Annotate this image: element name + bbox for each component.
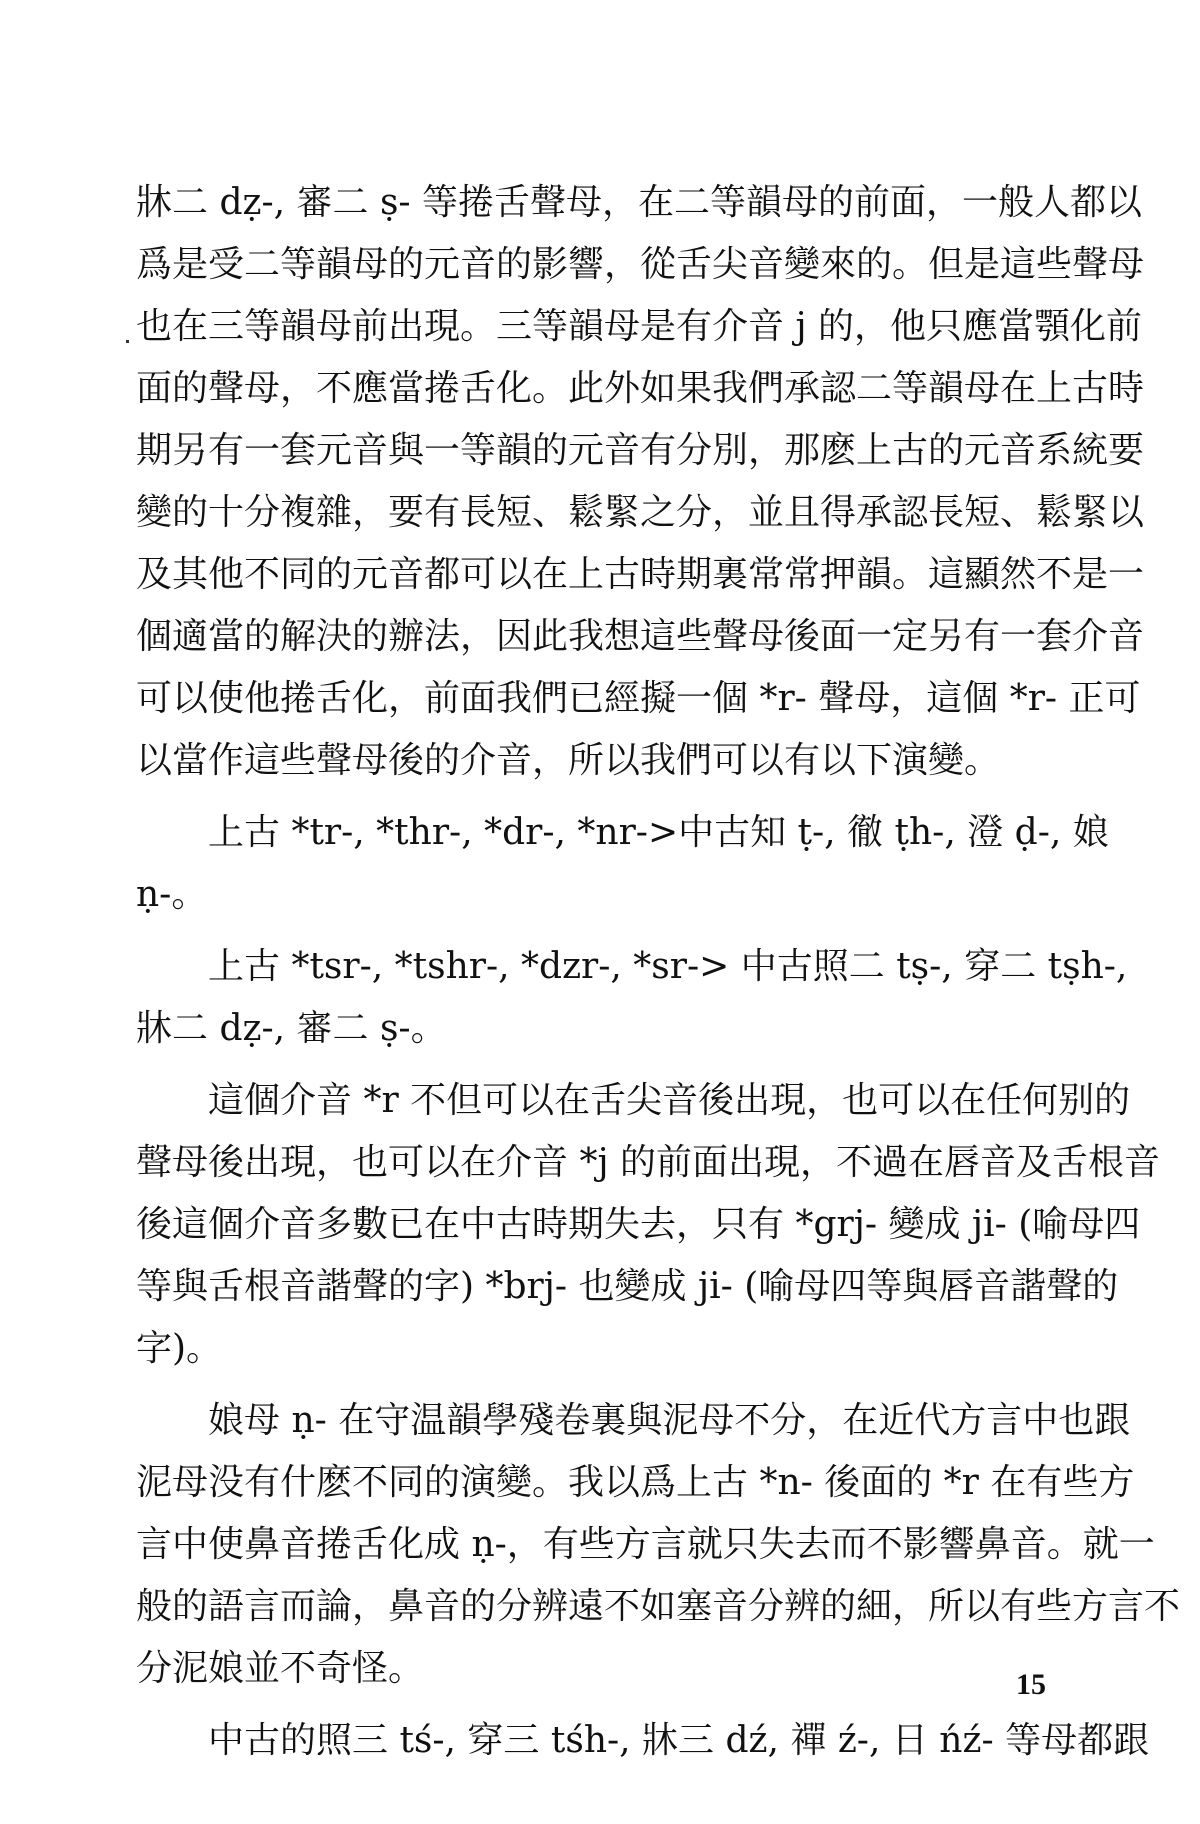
text-line: 上古 *tr-, *thr-, *dr-, *nr->中古知 ṭ-, 徹 ṭh-, 澄 ḍ-, 娘	[208, 812, 1109, 853]
text-line: 等與舌根音諧聲的字) *brj- 也變成 ji- (喻母四等與唇音諧聲的	[136, 1266, 1119, 1307]
text-line: 可以使他捲舌化，前面我們已經擬一個 *r- 聲母，這個 *r- 正可	[136, 678, 1141, 719]
text-line: 言中使鼻音捲舌化成 ṇ-，有些方言就只失去而不影響鼻音。就一	[136, 1524, 1155, 1565]
text-line: 後這個介音多數已在中古時期失去，只有 *grj- 變成 ji- (喻母四	[136, 1204, 1141, 1245]
text-line: 面的聲母，不應當捲舌化。此外如果我們承認二等韻母在上古時	[136, 368, 1145, 409]
text-line: 期另有一套元音與一等韻的元音有分別，那麽上古的元音系統要	[136, 430, 1145, 471]
text-line: 牀二 dẓ-, 審二 ṣ- 等捲舌聲母，在二等韻母的前面，一般人都以	[136, 182, 1143, 223]
text-line: 聲母後出現，也可以在介音 *j 的前面出現，不過在唇音及舌根音	[136, 1142, 1161, 1183]
text-line: 娘母 ṇ- 在守温韻學殘卷裏與泥母不分，在近代方言中也跟	[208, 1400, 1131, 1441]
text-line: ṇ-。	[136, 874, 208, 915]
text-line: 上古 *tsr-, *tshr-, *dzr-, *sr-> 中古照二 tṣ-, 穿二 tṣh-,	[208, 946, 1128, 987]
text-line: 般的語言而論，鼻音的分辨遠不如塞音分辨的細，所以有些方言不	[136, 1586, 1181, 1627]
text-line: 分泥娘並不奇怪。	[136, 1648, 425, 1689]
text-line: 牀二 dẓ-, 審二 ṣ-。	[136, 1008, 447, 1049]
page-number: 15	[1016, 1668, 1046, 1701]
body-text	[136, 172, 1181, 1772]
text-line: 以當作這些聲母後的介音，所以我們可以有以下演變。	[136, 740, 1001, 781]
text-line: 這個介音 *r 不但可以在舌尖音後出現，也可以在任何别的	[208, 1080, 1131, 1121]
text-line: 字)。	[136, 1328, 223, 1369]
text-line: 泥母没有什麽不同的演變。我以爲上古 *n- 後面的 *r 在有些方	[136, 1462, 1135, 1503]
text-line: 爲是受二等韻母的元音的影響，從舌尖音變來的。但是這些聲母	[136, 244, 1145, 285]
text-line: 中古的照三 tś-, 穿三 tśh-, 牀三 dź, 禪 ź-, 日 ńź- 等母都跟	[208, 1720, 1150, 1761]
text-line: 變的十分複雜，要有長短、鬆緊之分，並且得承認長短、鬆緊以	[136, 492, 1145, 533]
text-line: 也在三等韻母前出現。三等韻母是有介音 j 的，他只應當顎化前	[136, 306, 1143, 347]
stray-mark	[126, 340, 129, 343]
text-line: 及其他不同的元音都可以在上古時期裏常常押韻。這顯然不是一	[136, 554, 1145, 595]
text-line: 個適當的解決的辦法，因此我想這些聲母後面一定另有一套介音	[136, 616, 1145, 657]
